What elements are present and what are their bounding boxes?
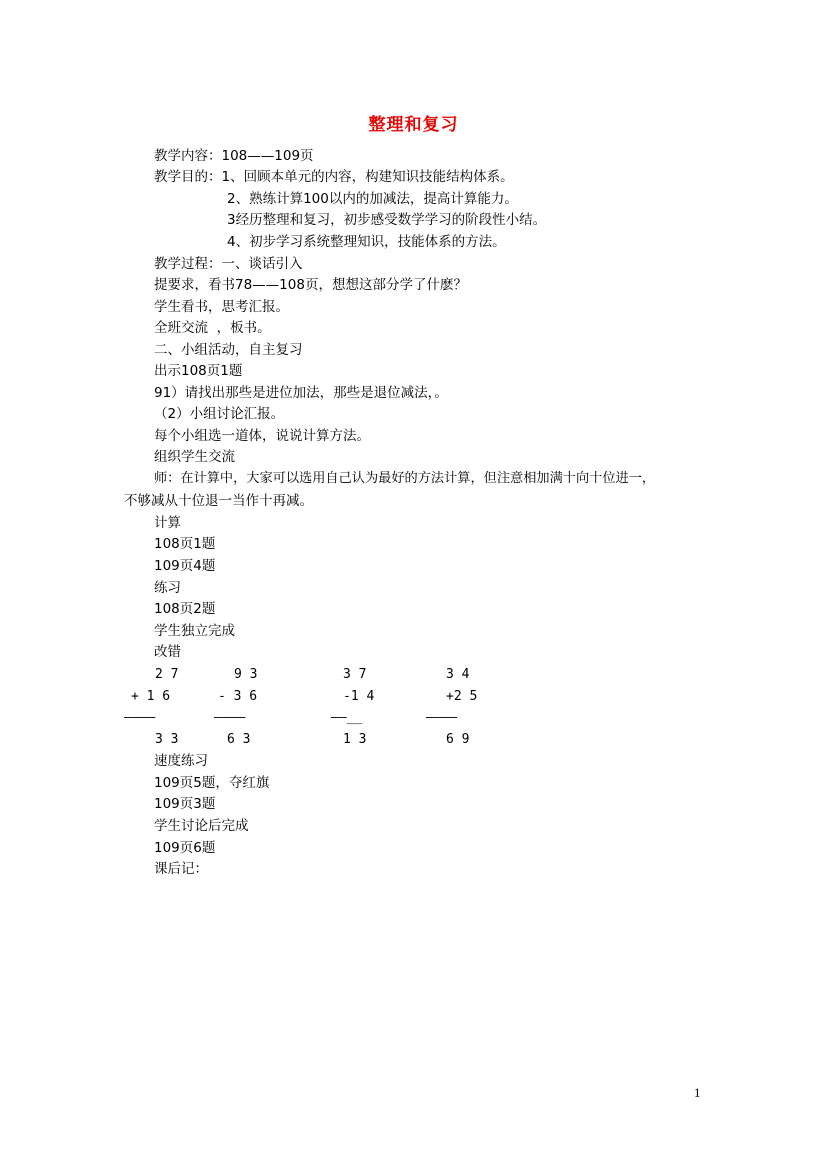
document-title: 整理和复习 — [368, 115, 459, 135]
problem-rule: ———— — [426, 710, 458, 725]
text-line: 教学目的：1、回顾本单元的内容，构建知识技能结构体系。 — [154, 169, 514, 185]
text-line: 109页4题 — [154, 558, 216, 574]
problem-top-number: 2 7 — [155, 667, 179, 682]
text-line: 提要求，看书78——108页，想想这部分学了什麽？ — [154, 277, 467, 293]
problem-operand: + 1 6 — [131, 689, 171, 704]
text-line: 课后记： — [154, 861, 208, 877]
text-line: 全班交流 ，板书。 — [154, 320, 271, 336]
text-line: （2）小组讨论汇报。 — [154, 406, 285, 422]
text-line: 学生讨论后完成 — [154, 818, 249, 834]
text-line: 109页6题 — [154, 840, 216, 856]
text-line: 教学内容：108——109页 — [154, 148, 314, 164]
problem-result: 3 3 — [155, 732, 179, 747]
problem-result: 6 3 — [227, 732, 251, 747]
text-line: 4、初步学习系统整理知识，技能体系的方法。 — [227, 234, 506, 250]
text-line: 组织学生交流 — [154, 449, 235, 465]
problem-result: 1 3 — [343, 732, 367, 747]
problem-top-number: 9 3 — [234, 667, 258, 682]
text-line: 3经历整理和复习，初步感受数学学习的阶段性小结。 — [227, 212, 547, 228]
text-line: 109页5题，夺红旗 — [154, 775, 270, 791]
text-line: 二、小组活动，自主复习 — [154, 342, 303, 358]
text-line: 不够减从十位退一当作十再减。 — [124, 493, 313, 509]
text-line: 计算 — [154, 515, 181, 531]
text-line: 2、熟练计算100以内的加减法，提高计算能力。 — [227, 191, 518, 207]
text-line: 出示108页1题 — [154, 363, 243, 379]
text-line: 教学过程：一、谈话引入 — [154, 256, 303, 272]
text-line: 师：在计算中，大家可以选用自己认为最好的方法计算，但注意相加满十向十位进一， — [154, 471, 656, 486]
text-line: 91）请找出那些是进位加法，那些是退位减法，。 — [154, 385, 448, 401]
page-number: 1 — [694, 1085, 701, 1100]
problem-operand: - 3 6 — [218, 689, 258, 704]
problem-top-number: 3 4 — [446, 667, 470, 682]
text-line: 每个小组选一道体，说说计算方法。 — [154, 428, 370, 444]
text-line: 速度练习 — [154, 753, 208, 769]
text-line: 108页1题 — [154, 536, 216, 552]
problem-rule: ——__ — [331, 710, 363, 725]
problem-result: 6 9 — [446, 732, 470, 747]
text-line: 学生看书，思考汇报。 — [154, 299, 289, 315]
problem-operand: -1 4 — [343, 689, 375, 704]
text-line: 108页2题 — [154, 601, 216, 617]
text-line: 练习 — [154, 580, 181, 596]
problem-rule: ———— — [124, 710, 156, 725]
problem-top-number: 3 7 — [343, 667, 367, 682]
text-line: 109页3题 — [154, 796, 216, 812]
text-line: 学生独立完成 — [154, 623, 235, 639]
problem-operand: +2 5 — [446, 689, 478, 704]
problem-rule: ———— — [214, 710, 246, 725]
text-line: 改错 — [154, 644, 181, 660]
